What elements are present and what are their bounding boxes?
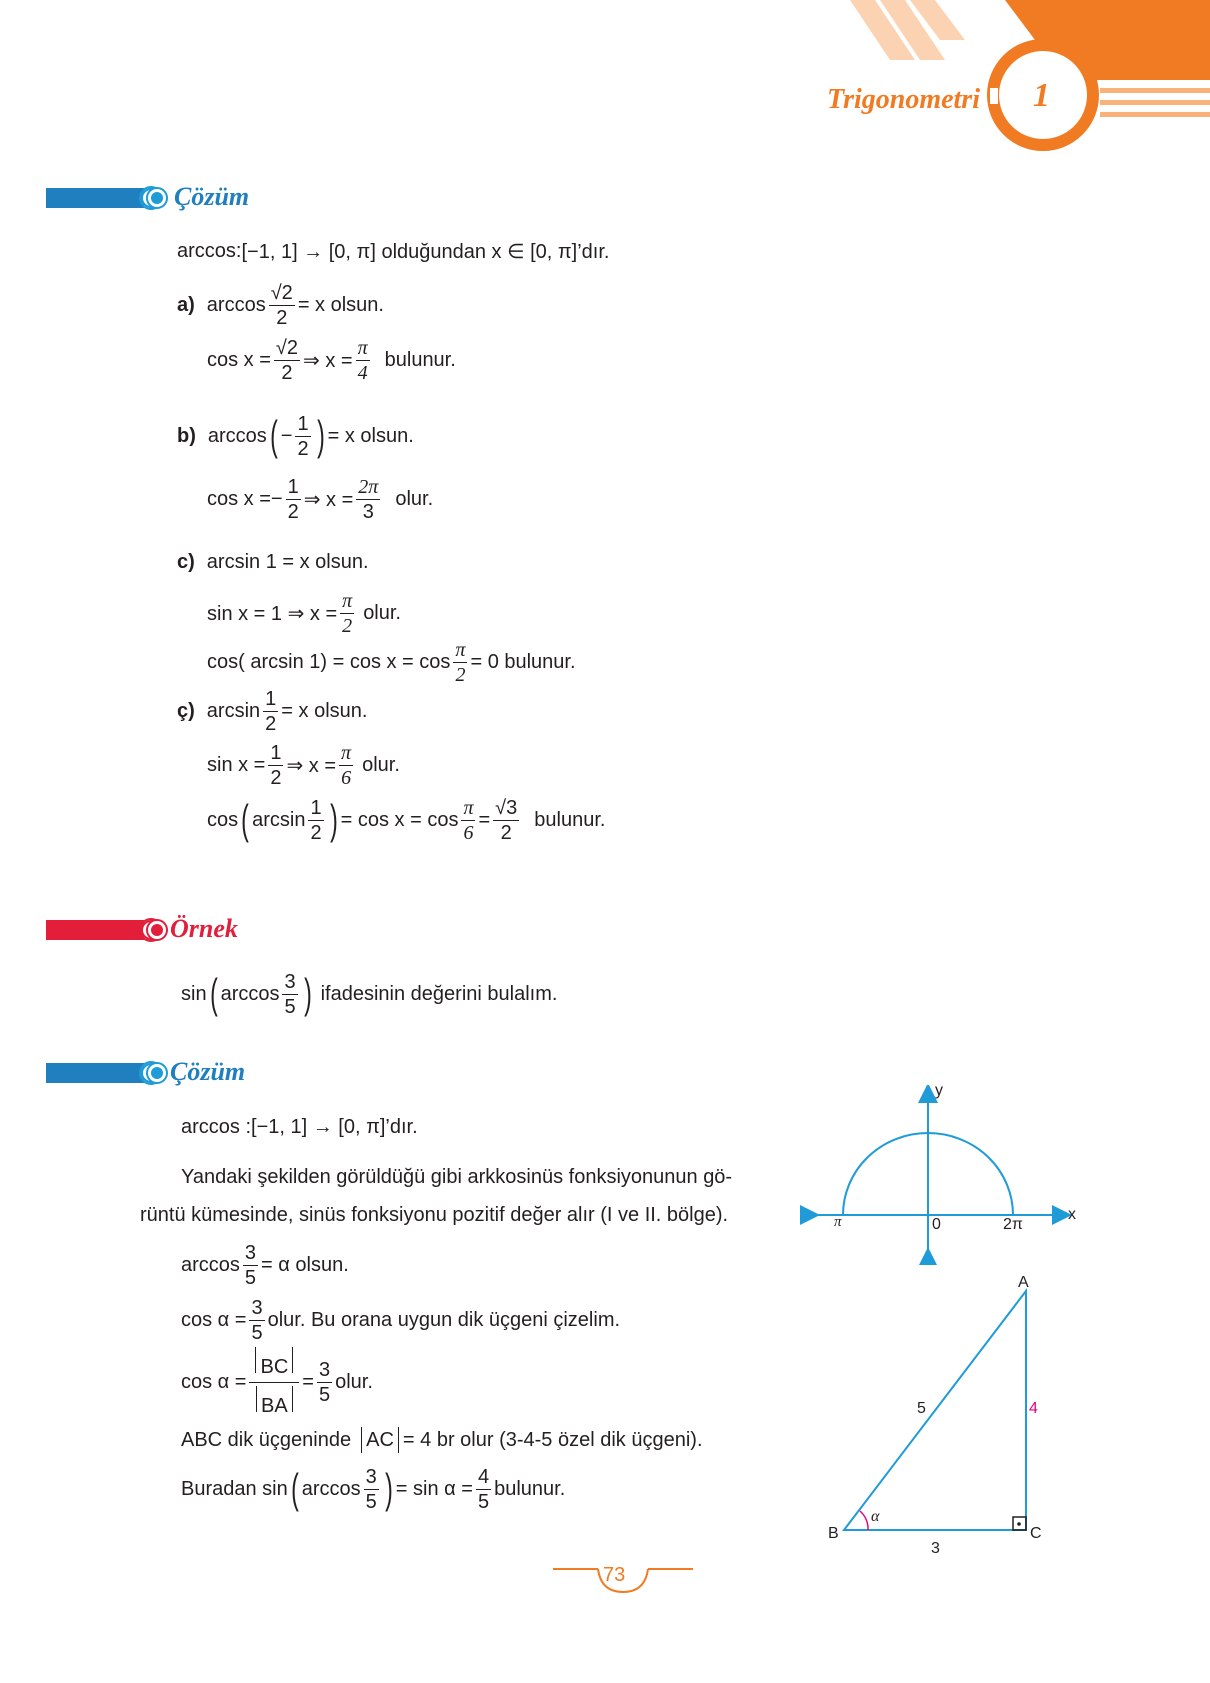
s2-line5: cos α = $\frac{BC}{BA}$ = $\frac{3}{5}$ olur. <box>181 1350 373 1414</box>
example-icon <box>137 918 171 942</box>
part-b-line1: b) arccos ( − $\frac{1}{2}$ ) = x olsun. <box>177 412 414 460</box>
graph-pi-label: π <box>834 1214 842 1230</box>
s2-paragraph-line1: Yandaki şekilden görüldüğü gibi arkkosinüs fonksiyonunun gö- <box>181 1166 733 1188</box>
solution2-icon <box>137 1061 171 1085</box>
s2-line6: ABC dik üçgeninde AC = 4 br olur (3-4-5 özel dik üçgeni). <box>181 1408 703 1472</box>
example-title: Örnek <box>170 914 238 943</box>
solution-icon <box>137 186 171 210</box>
triangle-angle-alpha: α <box>871 1508 880 1525</box>
part-cc-line1: ç) arcsin $\frac{1}{2}$ = x olsun. <box>177 687 368 735</box>
graph-y-label: y <box>935 1082 943 1099</box>
part-a-line2: cos x = $\frac{√2}{2}$ ⇒ x = $\frac{\pi}{4}$ bulunur. <box>207 336 456 384</box>
triangle-vertex-a: A <box>1018 1274 1029 1291</box>
part-c-line1: c) arcsin 1 = x olsun. <box>177 550 369 573</box>
s2-paragraph-line2: rüntü kümesinde, sinüs fonksiyonu pozitif değer alır (I ve II. bölge). <box>140 1204 729 1226</box>
triangle-hypotenuse-length: 5 <box>917 1400 926 1417</box>
chapter-number: 1 <box>1033 77 1050 114</box>
part-a-line1: a) arccos $\frac{√2}{2}$ = x olsun. <box>177 281 384 329</box>
example-text: sin ( arccos $\frac{3}{5}$ ) ifadesinin değerini bulalım. <box>181 970 558 1018</box>
s2-line3: arccos $\frac{3}{5}$ = α olsun. <box>181 1241 349 1289</box>
part-cc-line3: cos ( arcsin $\frac{1}{2}$ ) = cos x = cos $\frac{\pi}{6}$ = $\frac{√3}{2}$ bulunur. <box>207 796 606 844</box>
graph-2pi-label: 2π <box>1003 1216 1023 1233</box>
s2-line1: arccos :[−1, 1] → [0, π]’dır. <box>181 1115 418 1138</box>
right-triangle <box>830 1275 1050 1545</box>
triangle-vertical-length: 4 <box>1029 1400 1038 1417</box>
triangle-base-length: 3 <box>931 1540 940 1557</box>
graph-x-label: x <box>1068 1206 1076 1223</box>
triangle-vertex-b: B <box>828 1525 839 1542</box>
header-decoration <box>0 0 1210 170</box>
part-cc-line2: sin x = $\frac{1}{2}$ ⇒ x = $\frac{\pi}{6}$ olur. <box>207 741 400 789</box>
chapter-title: Trigonometri <box>827 84 980 115</box>
s2-line4: cos α = $\frac{3}{5}$ olur. Bu orana uygun dik üçgeni çizelim. <box>181 1296 621 1344</box>
part-c-line3: cos( arcsin 1) = cos x = cos $\frac{\pi}{2}$ = 0 bulunur. <box>207 638 576 686</box>
part-b-line2: cos x =− $\frac{1}{2}$ ⇒ x = $\frac{2\pi}{3}$ olur. <box>207 475 434 523</box>
part-c-line2: sin x = 1 ⇒ x = $\frac{\pi}{2}$ olur. <box>207 589 401 637</box>
intro-line: arccos: [−1, 1] → [0, π] olduğundan x ∈ [0, π]’dır. <box>177 239 610 263</box>
graph-zero-label: 0 <box>932 1216 941 1233</box>
solution2-title: Çözüm <box>170 1057 246 1086</box>
arccos-range-graph <box>800 1085 1080 1265</box>
solution-title: Çözüm <box>174 182 250 211</box>
page-number: 73 <box>603 1564 626 1586</box>
s2-line7: Buradan sin ( arccos $\frac{3}{5}$ ) = sin α = $\frac{4}{5}$ bulunur. <box>181 1465 566 1513</box>
triangle-vertex-c: C <box>1030 1525 1042 1542</box>
